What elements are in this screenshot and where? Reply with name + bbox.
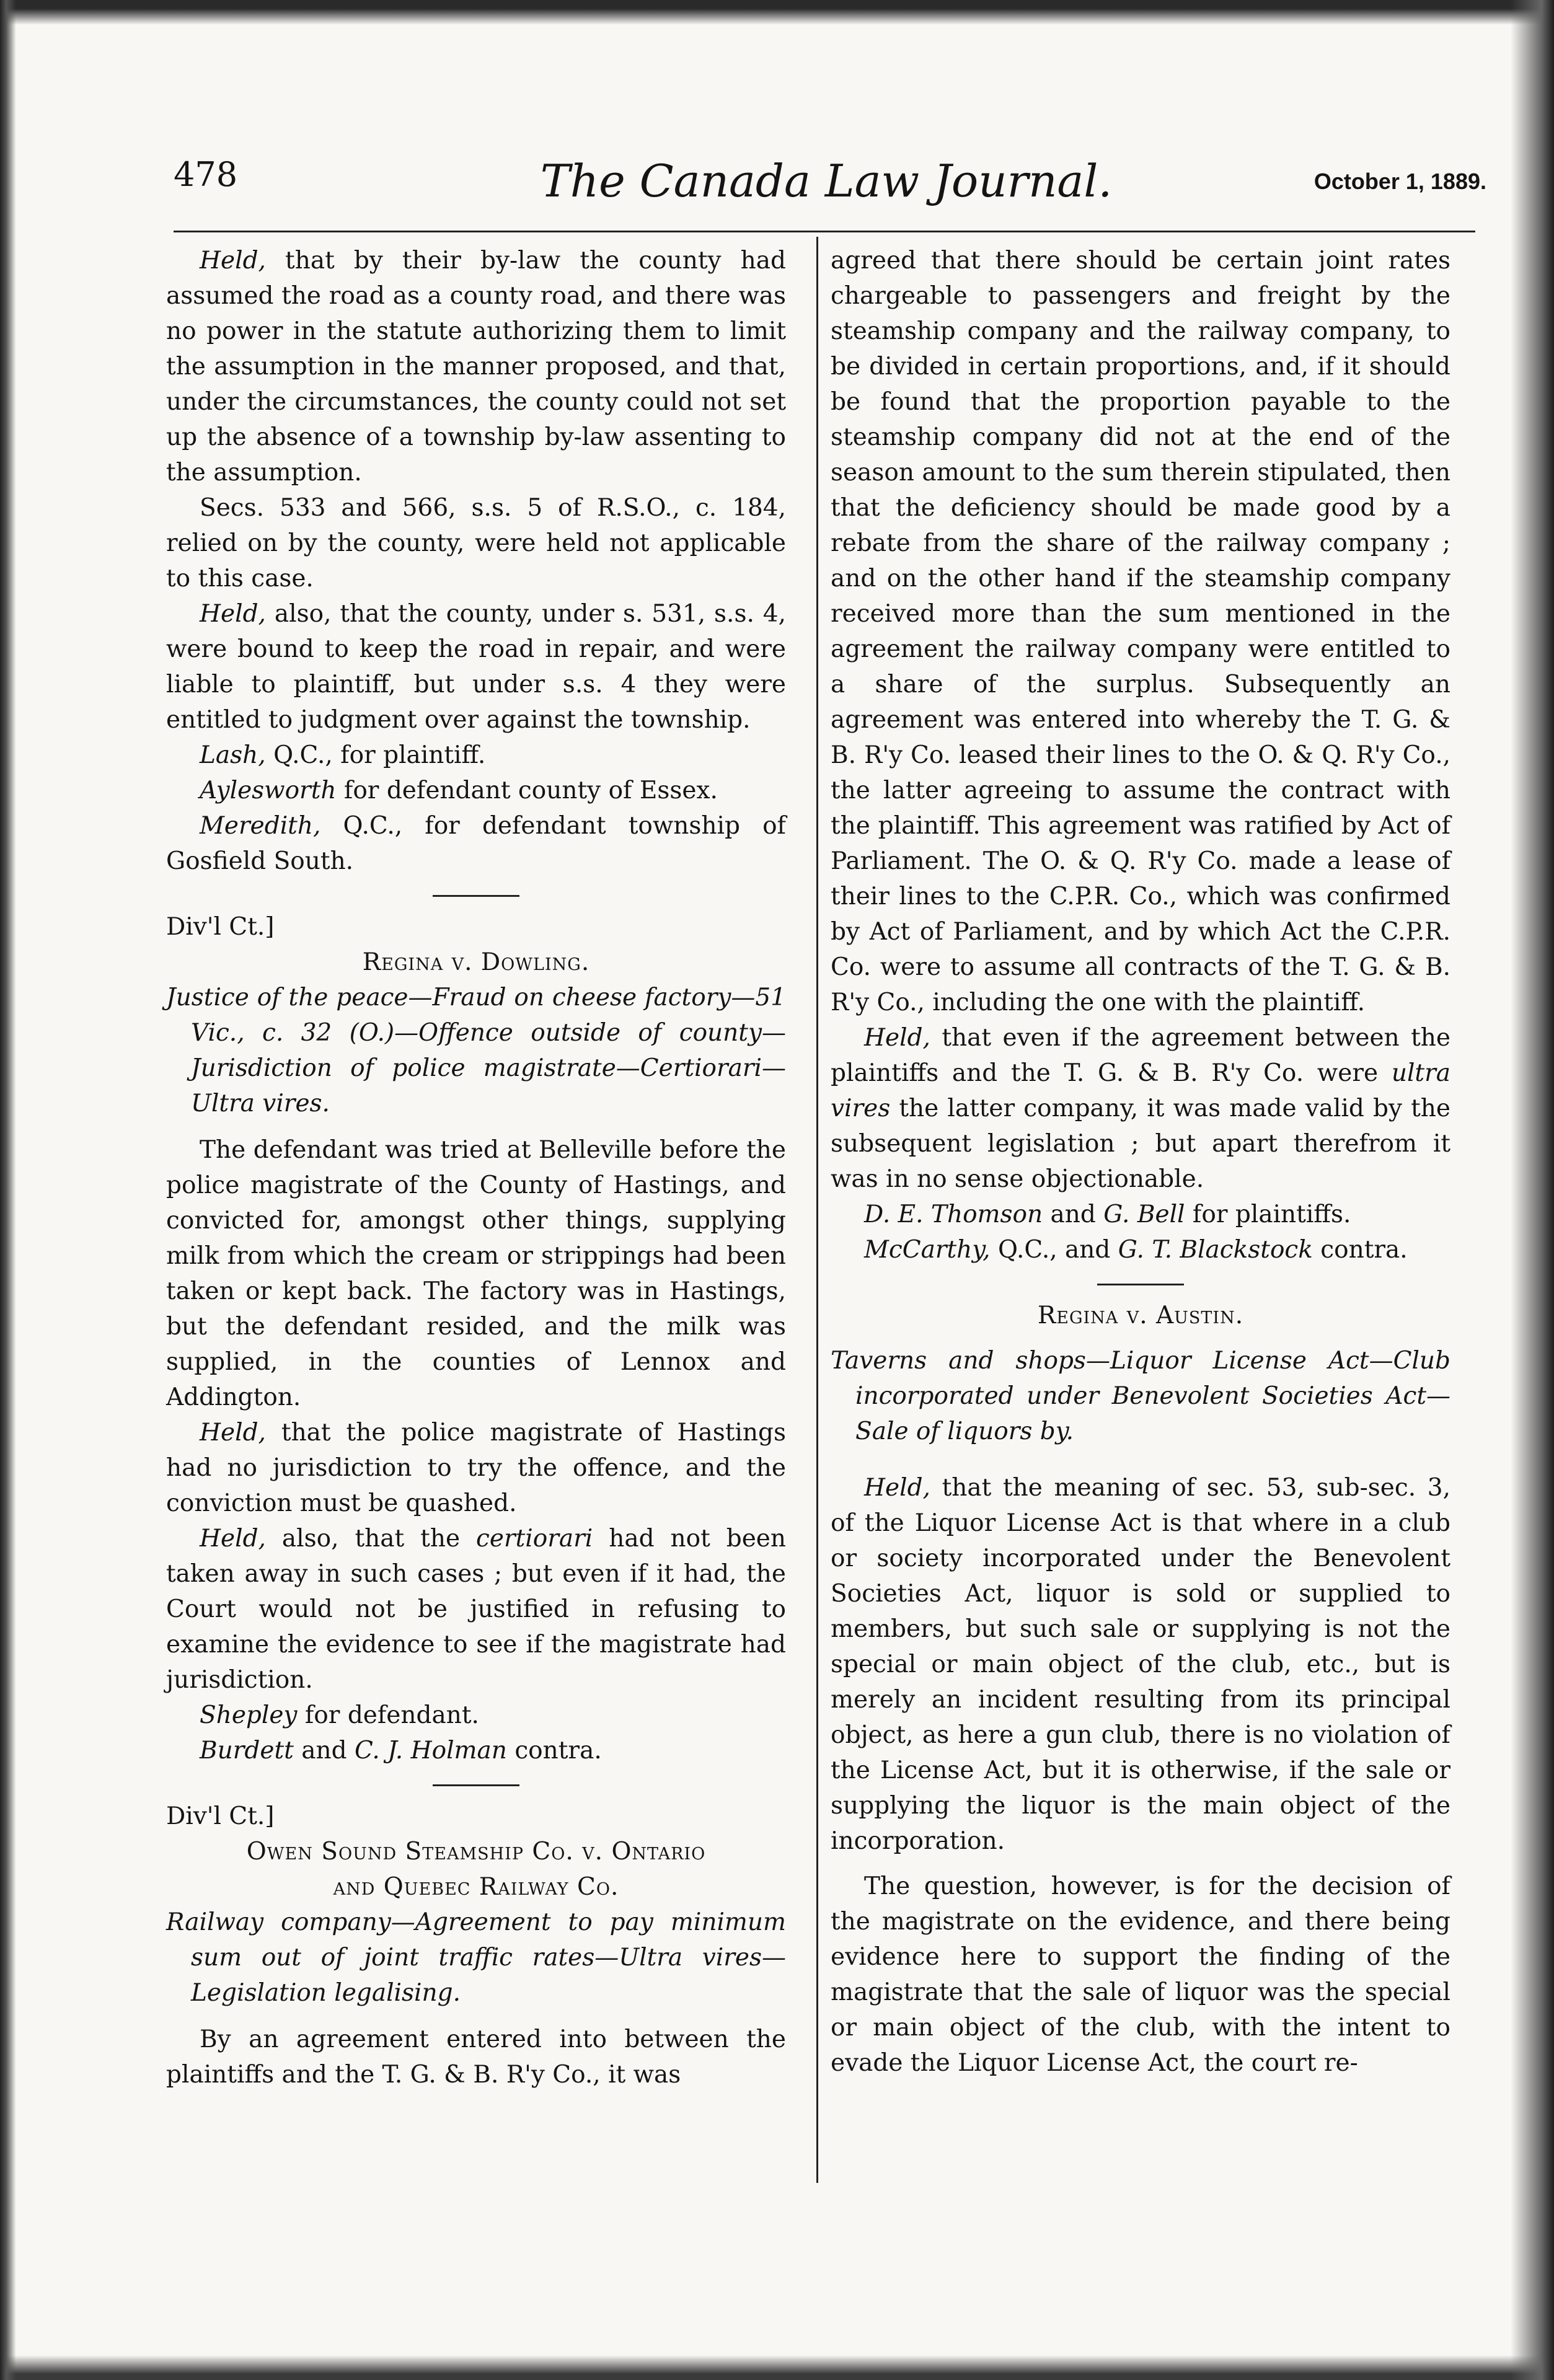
section-rule	[433, 1784, 519, 1786]
left-column	[166, 243, 786, 2092]
paragraph: Secs. 533 and 566, s.s. 5 of R.S.O., c. 184, relied on by the county, were held not applicable to this case.	[166, 494, 786, 593]
counsel-line: Shepley for defendant.	[200, 1701, 479, 1729]
issue-date: October 1, 1889.	[1313, 169, 1486, 194]
case-headnote: Railway company—Agreement to pay minimum sum out of joint traffic rates—Ultra vires—Legislation legalising.	[166, 1908, 786, 2007]
paragraph: The defendant was tried at Belleville before the police magistrate of the County of Hastings, and convicted for, amongst other things, supplying milk from which the cream or strippings had been taken or kept back. The factory was in Hastings, but the defendant resided, and the milk was supplied, in the counties of Lennox and Addington.	[166, 1136, 786, 1411]
paragraph: Held, that by their by-law the county had assumed the road as a county road, and there was no power in the statute authorizing them to limit the assumption in the manner proposed, and that, under the circumstances, the county could not set up the absence of a township by-law assenting to the assumption.	[166, 247, 786, 487]
journal-title: The Canada Law Journal.	[540, 155, 1113, 207]
counsel-line: Burdett and C. J. Holman contra.	[200, 1737, 602, 1765]
section-rule	[433, 895, 519, 897]
running-head	[166, 155, 1486, 211]
court-label: Div'l Ct.]	[166, 1802, 275, 1830]
counsel-line: Aylesworth for defendant county of Essex.	[200, 777, 718, 804]
case-title: Owen Sound Steamship Co. v. Ontario	[246, 1838, 706, 1866]
paragraph: By an agreement entered into between the plaintiffs and the T. G. & B. R'y Co., it was	[166, 2025, 786, 2089]
paragraph: Held, also, that the county, under s. 531, s.s. 4, were bound to keep the road in repair, and were liable to plaintiff, but under s.s. 4 they were entitled to judgment over against the township.	[166, 600, 786, 734]
header-rule	[174, 231, 1475, 232]
case-title: Regina v. Dowling.	[362, 948, 590, 976]
paragraph: Held, that the police magistrate of Hastings had no jurisdiction to try the offence, and the conviction must be quashed.	[166, 1419, 786, 1517]
page-left-shadow	[0, 0, 16, 2380]
paragraph: Held, that even if the agreement between the plaintiffs and the T. G. & B. R'y Co. were ultra vires the latter company, it was made valid by the subsequent legislation ; but apart therefrom it was in no sense objectionable.	[831, 1024, 1450, 1193]
column-divider	[816, 237, 818, 2183]
counsel-line: Lash, Q.C., for plaintiff.	[200, 741, 486, 769]
page-right-shadow	[1511, 0, 1554, 2380]
case-headnote: Taverns and shops—Liquor License Act—Club incorporated under Benevolent Societies Act—Sale of liquors by.	[831, 1347, 1450, 1445]
case-title-line2: and Quebec Railway Co.	[333, 1873, 619, 1901]
counsel-line: D. E. Thomson and G. Bell for plaintiffs.	[864, 1201, 1351, 1228]
case-headnote: Justice of the peace—Fraud on cheese factory—51 Vic., c. 32 (O.)—Offence outside of county—Jurisdiction of police magistrate—Certiorari—Ultra vires.	[166, 984, 786, 1117]
paragraph: Held, also, that the certiorari had not been taken away in such cases ; but even if it had, the Court would not be justified in refusing to examine the evidence to see if the magistrate had jurisdiction.	[166, 1525, 786, 1694]
counsel-line: McCarthy, Q.C., and G. T. Blackstock contra.	[864, 1236, 1408, 1264]
case-title: Regina v. Austin.	[1037, 1302, 1244, 1329]
paragraph: agreed that there should be certain joint rates chargeable to passengers and freight by the steamship company and the railway company, to be divided in certain proportions, and, if it should be found that the proportion payable to the steamship company did not at the end of the season amount to the sum therein stipulated, then that the deficiency should be made good by a rebate from the share of the railway company ; and on the other hand if the steamship company received more than the sum mentioned in the agreement the railway company were entitled to a share of the surplus. Subsequently an agreement was entered into whereby the T. G. & B. R'y Co. leased their lines to the O. & Q. R'y Co., the latter agreeing to assume the contract with the plaintiff. This agreement was ratified by Act of Parliament. The O. & Q. R'y Co. made a lease of their lines to the C.P.R. Co., which was confirmed by Act of Parliament, and by which Act the C.P.R. Co. were to assume all contracts of the T. G. & B. R'y Co., including the one with the plaintiff.	[831, 247, 1450, 1016]
counsel-line: Meredith, Q.C., for defendant township of Gosfield South.	[166, 812, 786, 875]
section-rule	[1097, 1284, 1184, 1285]
paragraph: The question, however, is for the decision of the magistrate on the evidence, and there being evidence here to support the finding of the magistrate that the sale of liquor was the special or main object of the club, with the intent to evade the Liquor License Act, the court re-	[831, 1872, 1450, 2077]
paragraph: Held, that the meaning of sec. 53, sub-sec. 3, of the Liquor License Act is that where in a club or society incorporated under the Benevolent Societies Act, liquor is sold or supplied to members, but such sale or supplying is not the special or main object of the club, etc., but is merely an incident resulting from its principal object, as here a gun club, there is no violation of the License Act, but it is otherwise, if the sale or supplying the liquor is the main object of the incorporation.	[831, 1474, 1450, 1855]
page-number: 478	[174, 155, 238, 194]
right-column	[831, 243, 1450, 2081]
court-label: Div'l Ct.]	[166, 913, 275, 941]
